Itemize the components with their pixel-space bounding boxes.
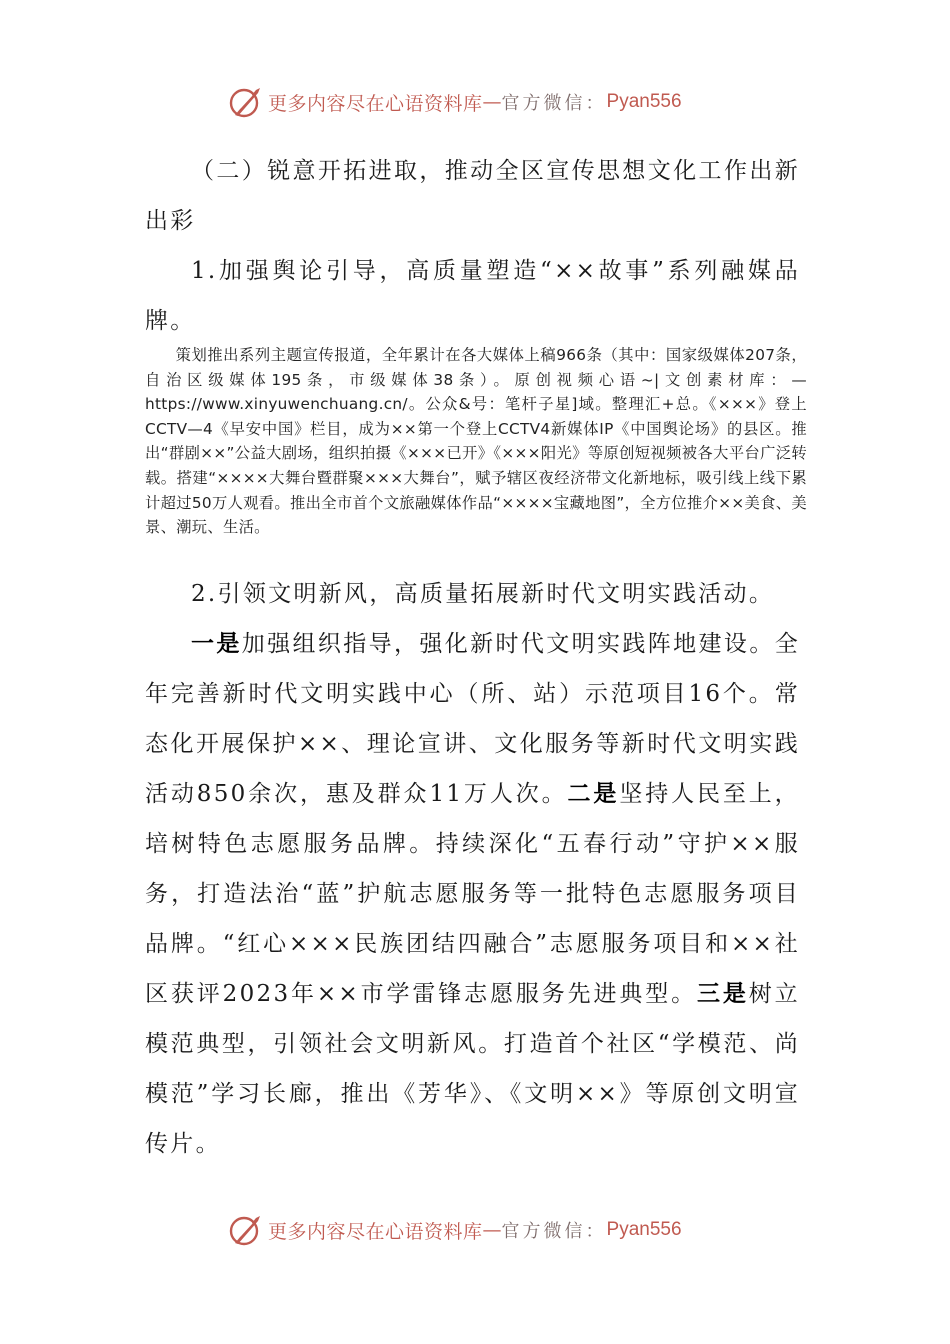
banner-wechat-id: Pyan556 <box>606 1219 682 1240</box>
banner-separator: — <box>482 1219 502 1241</box>
text-first: 加强组织指导，强化新时代文明实践阵地建设。全年完善新时代文明实践中心（所、站）示范项目16个。常态化开展保护××、理论宣讲、文化服务等新时代文明实践活动850余次，惠及群众11万人次。 <box>145 631 800 807</box>
item1-heading: 1.加强舆论引导，高质量塑造“××故事”系列融媒品牌。 <box>145 258 800 334</box>
banner-separator: — <box>482 91 502 113</box>
section-heading: （二）锐意开拓进取，推动全区宣传思想文化工作出新出彩 <box>145 158 800 234</box>
quill-logo-icon <box>226 82 266 122</box>
text-third: 树立模范典型，引领社会文明新风。打造首个社区“学模范、尚模范”学习长廊，推出《芳华》、《文明××》等原创文明宣传片。 <box>145 981 800 1157</box>
text-second: 坚持人民至上，培树特色志愿服务品牌。持续深化“五春行动”守护××服务，打造法治“蓝”护航志愿服务等一批特色志愿服务项目品牌。“红心×××民族团结四融合”志愿服务项目和××社区获评2023年××市学雷锋志愿服务先进典型。 <box>145 781 800 1007</box>
banner-wechat-id: Pyan556 <box>606 91 682 112</box>
item2-body-paragraph <box>145 619 800 1169</box>
banner-official-label: 官方微信： <box>501 93 607 114</box>
lead-second: 二是 <box>567 780 620 807</box>
item2-heading: 2.引领文明新风，高质量拓展新时代文明实践活动。 <box>191 581 775 607</box>
header-watermark-banner <box>226 82 682 122</box>
banner-brand-text: 更多内容尽在心语资料库 <box>268 92 483 115</box>
lead-first: 一是 <box>191 630 242 657</box>
quill-logo-icon <box>226 1210 266 1250</box>
banner-official-label: 官方微信： <box>501 1221 607 1242</box>
banner-brand-text: 更多内容尽在心语资料库 <box>268 1220 483 1243</box>
item1-body-paragraph: 策划推出系列主题宣传报道，全年累计在各大媒体上稿966条（其中：国家级媒体207条，自治区级媒体195条，市级媒体38条）。原创视频心语~|文创素材库：—https://www.xinyuwenchuang.cn/。公众&号：笔杆子星]域。整理汇+总。《×××》登上CCTV—4《早安中国》栏目，成为××第一个登上CCTV4新媒体IP《中国舆论场》的县区。推出“群剧××”公益大剧场，组织拍摄《×××已开》《×××阳光》等原创短视频被各大平台广泛转载。搭建“××××大舞台暨群聚×××大舞台”，赋予辖区夜经济带文化新地标，吸引线上线下累计超过50万人观看。推出全市首个文旅融媒体作品“××××宝藏地图”，全方位推介××美食、美景、潮玩、生活。 <box>145 346 807 537</box>
footer-watermark-banner <box>226 1210 682 1250</box>
lead-third: 三是 <box>697 980 749 1007</box>
